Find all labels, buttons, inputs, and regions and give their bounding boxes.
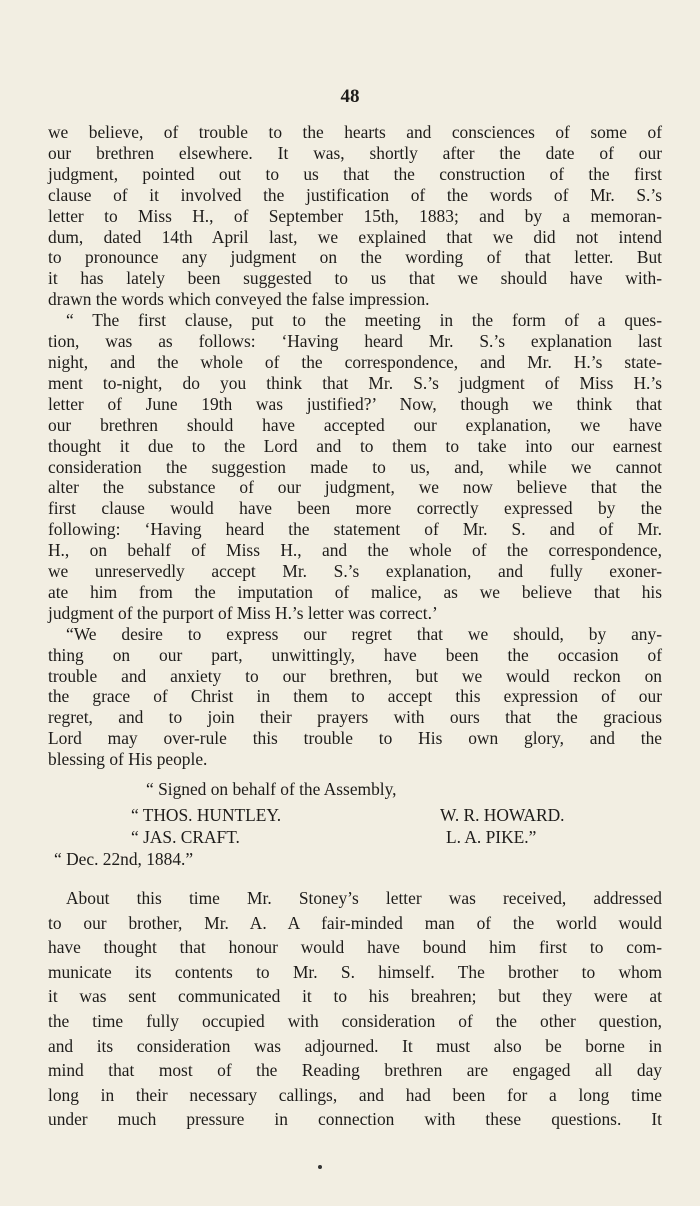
- text-line: the grace of Christ in them to accept this expression of our: [48, 686, 662, 707]
- text-line: mind that most of the Reading brethren are engaged all day: [48, 1060, 662, 1081]
- text-line: consideration the suggestion made to us, and, while we cannot: [48, 456, 662, 477]
- text-line: H., on behalf of Miss H., and the whole of the correspondence,: [48, 540, 662, 561]
- signatory-name: “ THOS. HUNTLEY.: [131, 805, 282, 825]
- text-line: our brethren elsewhere. It was, shortly after the date of our: [48, 142, 662, 163]
- text-line: regret, and to join their prayers with ours that the gracious: [48, 707, 662, 728]
- closing-paragraph: [48, 886, 662, 1132]
- signatory-name: L. A. PIKE.”: [446, 827, 537, 847]
- text-line: drawn the words which conveyed the false impression.: [48, 289, 430, 310]
- text-line: clause of it involved the justification of the words of Mr. S.’s: [48, 184, 662, 205]
- text-line: ate him from the imputation of malice, as we believe that his: [48, 581, 662, 602]
- text-line: letter to Miss H., of September 15th, 1883; and by a memoran-: [48, 205, 662, 226]
- text-line: under much pressure in connection with these questions. It: [48, 1109, 662, 1130]
- signatory-name: “ JAS. CRAFT.: [131, 827, 240, 847]
- text-line: night, and the whole of the correspondence, and Mr. H.’s state-: [48, 351, 662, 372]
- text-line: our brethren should have accepted our explanation, we have: [48, 414, 662, 435]
- text-line: first clause would have been more correctly expressed by the: [48, 498, 662, 519]
- page-mark: [318, 1165, 322, 1169]
- letter-date: “ Dec. 22nd, 1884.”: [54, 849, 194, 869]
- text-line: trouble and anxiety to our brethren, but we would reckon on: [48, 665, 662, 686]
- text-line: judgment of the purport of Miss H.’s letter was correct.’: [48, 602, 438, 623]
- text-line: Lord may over-rule this trouble to His own glory, and the: [48, 728, 662, 749]
- text-line: dum, dated 14th April last, we explained that we did not intend: [48, 226, 662, 247]
- text-line: letter of June 19th was justified?’ Now, though we think that: [48, 393, 662, 414]
- text-line: have thought that honour would have bound him first to com-: [48, 937, 662, 958]
- text-line: judgment, pointed out to us that the construction of the first: [48, 163, 662, 184]
- page-number: 48: [340, 86, 360, 107]
- text-line: blessing of His people.: [48, 749, 208, 770]
- text-line: we believe, of trouble to the hearts and consciences of some of: [48, 122, 662, 142]
- text-line: “ The first clause, put to the meeting in the form of a ques-: [66, 310, 662, 331]
- signatory-name: W. R. HOWARD.: [440, 805, 565, 825]
- text-line: and its consideration was adjourned. It must also be borne in: [48, 1035, 662, 1056]
- text-line: municate its contents to Mr. S. himself. The brother to whom: [48, 961, 662, 982]
- text-line: it was sent communicated it to his breahren; but they were at: [48, 986, 662, 1007]
- text-line: we unreservedly accept Mr. S.’s explanation, and fully exoner-: [48, 561, 662, 582]
- text-line: tion, was as follows: ‘Having heard Mr. S.’s explanation last: [48, 331, 662, 352]
- text-line: thought it due to the Lord and to them to take into our earnest: [48, 435, 662, 456]
- letter-body: [48, 122, 662, 770]
- text-line: the time fully occupied with consideration of the other question,: [48, 1010, 662, 1031]
- text-line: thing on our part, unwittingly, have been the occasion of: [48, 644, 662, 665]
- text-line: ment to-night, do you think that Mr. S.’s judgment of Miss H.’s: [48, 372, 662, 393]
- signature-intro: “ Signed on behalf of the Assembly,: [146, 779, 397, 799]
- text-line: About this time Mr. Stoney’s letter was received, addressed: [66, 888, 662, 908]
- text-line: to our brother, Mr. A. A fair-minded man of the world would: [48, 912, 662, 933]
- text-line: to pronounce any judgment on the wording of that letter. But: [48, 247, 662, 268]
- text-line: alter the substance of our judgment, we now believe that the: [48, 477, 662, 498]
- text-line: long in their necessary callings, and had been for a long time: [48, 1084, 662, 1105]
- text-line: it has lately been suggested to us that we should have with-: [48, 268, 662, 289]
- text-line: following: ‘Having heard the statement of Mr. S. and of Mr.: [48, 519, 662, 540]
- text-line: “We desire to express our regret that we should, by any-: [66, 623, 662, 644]
